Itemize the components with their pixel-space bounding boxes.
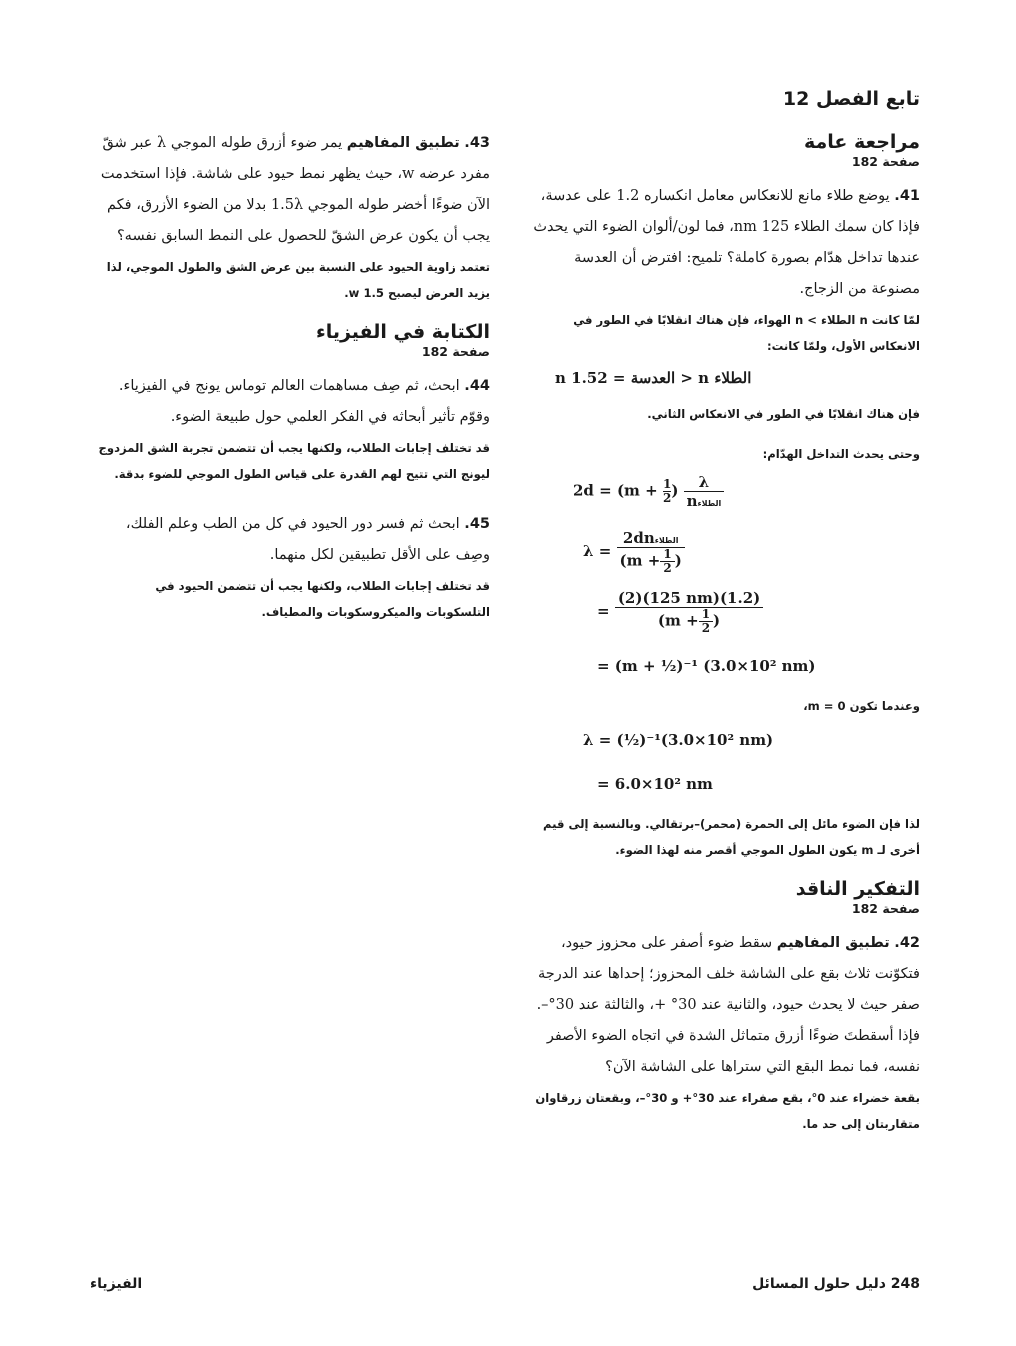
eq5: λ = (½)⁻¹(3.0×10² nm)	[583, 731, 774, 749]
eq3-half-num: 1	[699, 608, 713, 622]
eq-lens: n العدسة = 1.52 > n الطلاء	[555, 369, 752, 387]
eq4: = (m + ½)⁻¹ (3.0×10² nm)	[597, 657, 816, 675]
q41-conclusion: لذا فإن الضوء مائل إلى الحمرة (محمر)–برتقالي. وبالنسبة إلى قيم أخرى لـ m يكون الطول الموجي أقصر منه لهذا الضوء.	[543, 817, 920, 857]
footer-subject: الفيزياء	[90, 1276, 143, 1292]
eq1-line	[525, 467, 920, 521]
eq2-num	[617, 529, 685, 548]
q45-answer: قد تختلف إجابات الطلاب، ولكنها يجب أن تتضمن الحيود في التلسكوبات والميكروسكوبات والمطياف.	[155, 579, 490, 619]
question-44-number: 44.	[464, 378, 490, 394]
eq3-half-den: 2	[701, 621, 711, 635]
eq3	[597, 589, 763, 635]
question-41-number: 41.	[894, 188, 920, 204]
eq3-den-text: m +	[665, 611, 699, 630]
eq2-num-sub: الطلاء	[654, 536, 679, 545]
chapter-heading: تابع الفصل 12	[782, 88, 920, 110]
eq6-line	[525, 765, 920, 805]
eq3-lhs: =	[597, 602, 610, 620]
eq1-den-sub: الطلاء	[697, 499, 722, 508]
q41-answer-intro: لمّا كانت n الطلاء > n الهواء، فإن هناك انقلابًا في الطور في الانعكاس الأول، ولمّا كانت:	[573, 313, 920, 353]
eq5-line	[525, 719, 920, 765]
critical-thinking-page: صفحة 182	[851, 901, 920, 916]
eq4-line	[525, 649, 920, 691]
question-42-number: 42.	[894, 935, 920, 951]
eq2-fraction	[617, 529, 685, 575]
eq1-den-n: n	[686, 492, 698, 510]
eq2-half-den: 2	[663, 561, 672, 575]
q41-when-m0: وعندما تكون m = 0،	[803, 699, 920, 713]
eq1-lhs: 2d =	[573, 481, 612, 500]
q42-answer: بقعة خضراء عند 0°، بقع صفراء عند 30°+ و 30°–، وبقعتان زرقاوان متقاربتان إلى حد ما.	[535, 1091, 920, 1131]
critical-thinking-title: التفكير الناقد	[795, 878, 920, 900]
eq2-num-text: 2dn	[622, 529, 655, 547]
eq-lens-line	[525, 359, 920, 399]
eq3-line	[525, 583, 920, 649]
question-42-text: سقط ضوء أصفر على محزوز حيود، فتكوّنت ثلاث بقع على الشاشة خلف المحزوز؛ إحداها عند الدرجة صفر حيث لا يحدث حيود، والثانية عند 30° +، والثالثة عند 30°–. فإذا أسقطتَ ضوءًا أزرق متماثل الشدة في اتجاه الضوء الأصفر نفسه، فما نمط البقع التي ستراها على الشاشة الآن؟	[536, 935, 920, 1075]
eq1: 2d = (m + $\frac{1}{2}$) $\frac{\lambda}{\text{nالطلاء}}$	[573, 473, 724, 510]
writing-physics-title: الكتابة في الفيزياء	[315, 321, 490, 343]
footer-page-number: 248	[890, 1276, 920, 1292]
eq1-num: λ	[684, 473, 725, 492]
right-column	[525, 88, 920, 1137]
general-review-title: مراجعة عامة	[803, 131, 920, 153]
eq3-fraction	[615, 589, 763, 635]
eq1-half-den: 2	[662, 491, 672, 505]
eq2-half	[660, 548, 674, 575]
eq2-half-num: 1	[660, 548, 674, 562]
eq3-half	[699, 608, 713, 635]
general-review-page: صفحة 182	[851, 154, 920, 169]
eq1-m: m +	[624, 481, 658, 500]
question-41-text: يوضع طلاء مانع للانعكاس معامل انكساره 1.2 على عدسة، فإذا كان سمك الطلاء 125 nm، فما لون/ألوان الضوء التي يحدث عندها تداخل هدّام بصورة كاملة؟ تلميح: افترض أن العدسة مصنوعة من الزجاج.	[533, 188, 920, 297]
question-44-text: ابحث، ثم صِف مساهمات العالم توماس يونج في الفيزياء. وقوّم تأثير أبحاثه في الفكر العلمي حول طبيعة الضوء.	[118, 378, 490, 425]
question-45-text: ابحث ثم فسر دور الحيود في كل من الطب وعلم الفلك، وصِف على الأقل تطبيقين لكل منهما.	[125, 516, 490, 563]
question-43-number: 43.	[464, 135, 490, 151]
left-column	[90, 128, 490, 625]
q44-answer: قد تختلف إجابات الطلاب، ولكنها يجب أن تتضمن تجربة الشق المزدوج ليونج التي تتيح لهم القدرة على قياس الطول الموجي للضوء بدقة.	[98, 441, 490, 481]
question-43-lead: تطبيق المفاهيم	[346, 135, 460, 151]
question-43-text: يمر ضوء أزرق طوله الموجي λ عبر شقّ مفرد عرضه w، حيث يظهر نمط حيود على شاشة. فإذا استخدمت الآن ضوءًا أخضر طوله الموجي 1.5λ بدلا من الضوء الأزرق، فكم يجب أن يكون عرض الشقّ للحصول على النمط السابق نفسه؟	[100, 135, 490, 244]
q41-second-reflection: فإن هناك انقلابًا في الطور في الانعكاس الثاني.	[647, 407, 920, 421]
footer-guide	[752, 1276, 920, 1292]
question-45	[90, 509, 490, 571]
eq6: = 6.0×10² nm	[597, 775, 713, 793]
q41-destructive-intro: وحتى يحدث التداخل الهدّام:	[762, 447, 920, 461]
eq3-num: (2)(125 nm)(1.2)	[615, 589, 763, 608]
question-41	[525, 181, 920, 305]
eq2-lhs: λ =	[583, 542, 612, 560]
eq1-den	[684, 492, 725, 510]
question-43	[90, 128, 490, 252]
eq2-den-text: m +	[626, 551, 661, 570]
question-42-lead: تطبيق المفاهيم	[776, 935, 890, 951]
question-44	[90, 371, 490, 433]
eq1-fraction	[684, 473, 725, 510]
eq2-line	[525, 521, 920, 583]
eq1-half	[663, 478, 671, 505]
q43-answer: تعتمد زاوية الحيود على النسبة بين عرض الشق والطول الموجي، لذا يزيد العرض ليصبح 1.5 w.	[106, 260, 490, 300]
eq1-half-num: 1	[662, 477, 672, 491]
eq3-den: (m + $\frac{1}{2}$ )	[657, 607, 721, 635]
writing-physics-page: صفحة 182	[421, 344, 490, 359]
eq2-den: (m + $\frac{1}{2}$ )	[619, 547, 682, 575]
question-45-number: 45.	[464, 516, 490, 532]
eq2	[583, 529, 685, 575]
footer-guide-title: دليل حلول المسائل	[752, 1276, 886, 1292]
question-42	[525, 928, 920, 1083]
